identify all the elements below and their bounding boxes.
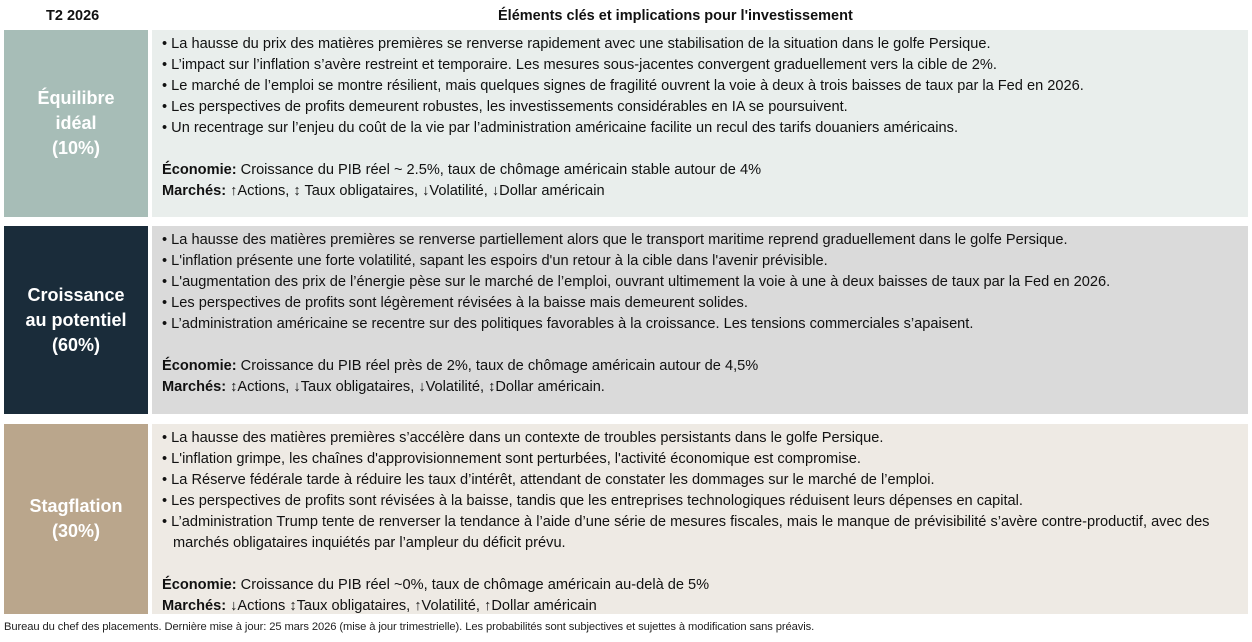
markets-text: ↕Actions, ↓Taux obligataires, ↓Volatilité, ↕Dollar américain. xyxy=(226,379,605,395)
economy-label: Économie: xyxy=(162,577,237,593)
markets-label: Marchés: xyxy=(162,598,227,614)
bullet-item: • L’impact sur l’inflation s’avère restreint et temporaire. Les mesures sous-jacentes convergent graduellement vers la cible de 2%. xyxy=(162,57,997,73)
bullet-item: • L'inflation grimpe, les chaînes d'approvisionnement sont perturbées, l'activité économique est compromise. xyxy=(162,451,861,467)
bullet-item: • Les perspectives de profits sont légèrement révisées à la baisse mais demeurent solides. xyxy=(162,295,748,311)
scenario-label-line: au potentiel xyxy=(25,309,127,330)
scenario-label xyxy=(4,226,148,414)
footnote: Bureau du chef des placements. Dernière mise à jour: 25 mars 2026 (mise à jour trimestrielle). Les probabilités sont subjectives et sujettes à modification sans préavis. xyxy=(4,621,815,633)
economy-text: Croissance du PIB réel ~0%, taux de chômage américain au-delà de 5% xyxy=(236,577,710,593)
markets-line xyxy=(162,596,1236,617)
markets-line xyxy=(162,181,1236,202)
markets-text: ↑Actions, ↕ Taux obligataires, ↓Volatilité, ↓Dollar américain xyxy=(226,183,605,199)
bullet-item: • Le marché de l’emploi se montre résilient, mais quelques signes de fragilité ouvrent la voie à deux à trois baisses de taux par la Fed en 2026. xyxy=(162,78,1084,94)
bullet-item: • L’administration Trump tente de renverser la tendance à l’aide d’une série de mesures fiscales, mais le manque de prévisibilité s’avère contre-productif, avec des marchés obligataires inquiétés par l’ampleur du déficit prévu. xyxy=(162,514,1210,551)
economy-line xyxy=(162,575,1236,596)
economy-label: Économie: xyxy=(162,162,237,178)
economy-text: Croissance du PIB réel ~ 2.5%, taux de chômage américain stable autour de 4% xyxy=(236,162,762,178)
bullet-item: • L'augmentation des prix de l’énergie pèse sur le marché de l’emploi, ouvrant ultimement la voie à une à deux baisses de taux par la Fed en 2026. xyxy=(162,274,1111,290)
markets-text: ↓Actions ↕Taux obligataires, ↑Volatilité, ↑Dollar américain xyxy=(226,598,597,614)
scenario-row-potential xyxy=(4,226,1248,414)
markets-label: Marchés: xyxy=(162,379,227,395)
economy-label: Économie: xyxy=(162,358,237,374)
scenario-content xyxy=(152,30,1248,217)
scenario-content xyxy=(152,424,1248,614)
bullet-item: • La Réserve fédérale tarde à réduire les taux d’intérêt, attendant de constater les dommages sur le marché de l’emploi. xyxy=(162,472,935,488)
scenario-probability: (30%) xyxy=(51,521,100,541)
scenario-label-line: idéal xyxy=(55,113,97,133)
markets-line xyxy=(162,377,1236,398)
scenario-label-line: Équilibre xyxy=(37,88,115,108)
scenario-probability: (10%) xyxy=(51,138,100,158)
bullet-item: • La hausse des matières premières se renverse partiellement alors que le transport maritime reprend graduellement dans le golfe Persique. xyxy=(162,232,1068,248)
bullet-item: • Les perspectives de profits sont révisées à la baisse, tandis que les entreprises technologiques réduisent leurs dépenses en capital. xyxy=(162,493,1023,509)
bullet-item: • L'inflation présente une forte volatilité, sapant les espoirs d'un retour à la cible dans l'avenir prévisible. xyxy=(162,253,828,269)
markets-label: Marchés: xyxy=(162,183,227,199)
bullet-item: • La hausse du prix des matières premières se renverse rapidement avec une stabilisation de la situation dans le golfe Persique. xyxy=(162,36,991,52)
scenario-label xyxy=(4,424,148,614)
bullet-item: • La hausse des matières premières s’accélère dans un contexte de troubles persistants dans le golfe Persique. xyxy=(162,430,884,446)
scenario-row-ideal xyxy=(4,30,1248,217)
bullet-item: • Un recentrage sur l’enjeu du coût de la vie par l’administration américaine facilite un recul des tarifs douaniers américains. xyxy=(162,120,959,136)
economy-line xyxy=(162,160,1236,181)
scenario-label-line: Stagflation xyxy=(29,496,123,516)
scenario-content xyxy=(152,226,1248,414)
scenario-probability: (60%) xyxy=(51,334,100,355)
scenario-label-line: Croissance xyxy=(27,284,125,305)
economy-text: Croissance du PIB réel près de 2%, taux de chômage américain autour de 4,5% xyxy=(236,358,759,374)
economy-line xyxy=(162,356,1236,377)
period-heading: T2 2026 xyxy=(46,8,100,24)
bullet-item: • L’administration américaine se recentre sur des politiques favorables à la croissance. Les tensions commerciales s’apaisent. xyxy=(162,316,974,332)
table-title: Éléments clés et implications pour l'investissement xyxy=(498,8,853,24)
bullet-item: • Les perspectives de profits demeurent robustes, les investissements considérables en IA se poursuivent. xyxy=(162,99,848,115)
scenario-row-stagflation xyxy=(4,424,1248,614)
table-header xyxy=(0,6,1252,26)
scenario-label xyxy=(4,30,148,217)
